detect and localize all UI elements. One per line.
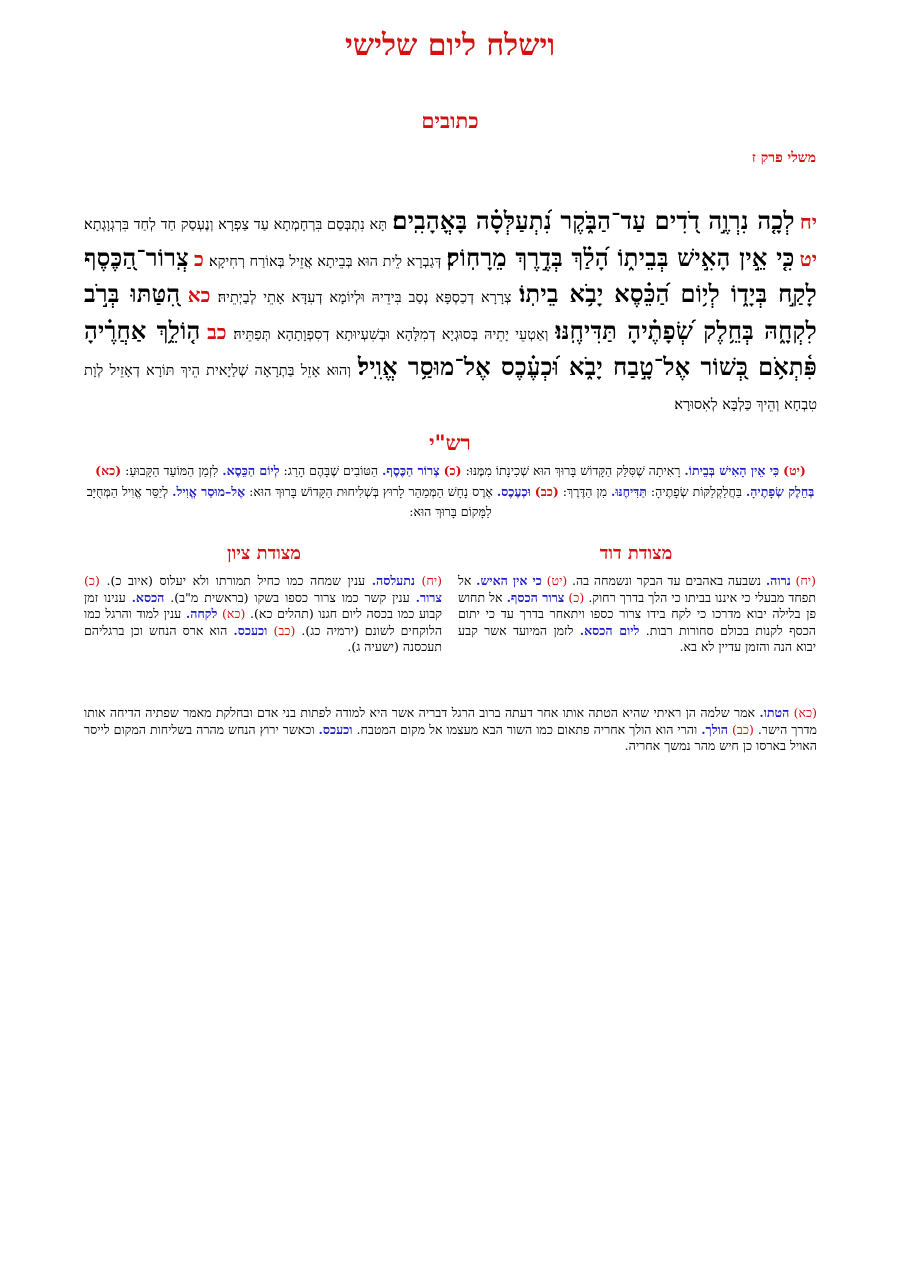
entry-ref: (כ): [443, 463, 462, 478]
entry-keyword: וכעכס.: [233, 622, 268, 638]
entry-ref: (יח): [421, 573, 442, 588]
entry-text: ענין למוד והרגל כמו הלוקחים לשונם (ירמיה כג).: [84, 606, 443, 638]
entry-ref: (כב): [534, 483, 559, 499]
rashi-entry: [466, 463, 806, 478]
entry-text: ענינו זמן קבוע כמו בכסה ליום חגנו (תהלים כא).: [84, 589, 442, 621]
entry-text: אמר שלמה הן ראיתי שהיא הטתה אותו אחר דעתה ברוב הרגל דבריה אשר היא למודה לפתות בני אדם ובחלקת מאמר שפתיה הדיחה אותו מדרך הישר.: [84, 705, 817, 737]
verse-aramaic: וְאַטְעֵי יָתֵיהּ בְּסוּגְיָא דְמִלָּהָא וּבְשִׁעְיוּתָא דְסִפְוָתָהָא תְּפַתֵּיהּ׃: [233, 326, 549, 343]
verse-18: [84, 206, 817, 235]
entry-keyword: בְּחֵלֶק שְׂפָתֶיהָ.: [745, 483, 815, 499]
entry-text: אֶרֶס נָחָשׁ הַמְּמַהֵר לָרוּץ בְּשְׁלִיחוּת הַקָּדוֹשׁ בָּרוּךְ הוּא:: [249, 483, 493, 499]
entry-text: וכאשר ירוץ הנחש מהרה בשליחות המקום לייסר האויל בארסו כן חיש מהר נמשך אחריה.: [84, 721, 817, 753]
chapter-heading: משלי פרק ז: [751, 150, 816, 166]
verse-hebrew: צְֽרוֹר־הַ֭כֶּסֶף לָקַ֣ח בְּיָד֑וֹ לְי֥וֹם הַ֝כֵּ֗סֶא יָבֹ֥א בֵיתֽוֹ׃: [84, 242, 817, 308]
entry-keyword: וּכְעֶכֶס.: [496, 483, 531, 499]
entry-text: ענין קשר כמו צרור כספו בשקו (בראשית מ"ב).: [170, 589, 410, 605]
entry-text: רָאִיתָה שֶׁסִּלֵּק הַקָּדוֹשׁ בָּרוּךְ הוּא שְׁכִינָתוֹ מִמֶּנּוּ:: [465, 463, 681, 478]
entry-keyword: צרור הכסף.: [506, 589, 565, 605]
entry-ref: (כא): [95, 463, 122, 478]
entry-text: לזמן המיועד אשר קבע יבוא הנה והזמן עדיין לא בא.: [458, 622, 816, 654]
entry-keyword: הולך.: [701, 721, 728, 737]
entry-keyword: נרוה.: [765, 573, 791, 588]
metzudat-david-commentary: [458, 573, 816, 656]
verse-hebrew: כִּ֤י אֵ֣ין הָאִ֣ישׁ בְּבֵית֑וֹ הָ֝לַ֗ךְ בְּדֶ֣רֶךְ מֵרָחֽוֹק׃: [446, 242, 795, 272]
entry-keyword: לקחה.: [185, 606, 218, 621]
entry-text: נשבעה באהבים עד הבקר ונשמחה בה.: [571, 573, 762, 588]
metzudat-zion-commentary: [84, 573, 442, 656]
section-title: כתובים: [421, 108, 479, 133]
entry-text: ענין שמחה כמו כחיל תמורתו ולא יעלוס (איוב כ).: [106, 573, 366, 588]
entry-keyword: כי אין האיש.: [476, 573, 542, 588]
david-entry: [357, 722, 754, 737]
entry-keyword: כִּי אֵין הָאִישׁ בְּבֵיתוֹ.: [684, 463, 780, 478]
page-title: וישלח ליום שלישי: [345, 28, 555, 63]
entry-text: הַטּוֹבִים שֶׁבָּהֶם הָרַג:: [283, 463, 379, 478]
verse-aramaic: צְרָרָא דְכַסְפָּא נְסַב בִּידֵיהּ וּלְיוֹמָא דְעִדָּא אָתֵי לְבַיְתֵיהּ׃: [217, 290, 512, 306]
entry-text: אל תפחד מבעלי כי איננו בביתו כי הלך בדרך רחוק.: [458, 573, 816, 605]
zion-entry: [106, 573, 442, 588]
verse-aramaic: דְּגַבְרָא לֵית הוּא בְּבֵיתָא אֲזֵיל בְּאוֹרַח רְחִיקָא׃: [208, 253, 442, 270]
entry-keyword: נתעלסה.: [371, 573, 415, 588]
verse-hebrew: לְכָ֤ה נִרְוֶ֣ה דֹ֭דִים עַד־הַבֹּ֑קֶר נִ֝תְעַלְּסָ֗ה בָּאֳהָבִֽים׃: [392, 206, 795, 235]
entry-text: מִן הַדֶּרֶךְ:: [562, 483, 607, 499]
rashi-entry: [125, 463, 279, 478]
entry-ref: (כ): [84, 573, 100, 588]
rashi-title: רש"י: [429, 430, 471, 455]
metzudat-david-continuation: [84, 705, 817, 755]
entry-ref: (כ): [568, 589, 585, 605]
metzudat-david-title: מצודת דוד: [599, 543, 673, 564]
entry-keyword: הכסא.: [131, 589, 165, 605]
entry-ref: (יט): [546, 573, 568, 588]
verse-number: כא: [187, 283, 211, 307]
entry-ref: (יט): [783, 463, 806, 478]
verse-hebrew: הִ֭טַּתּוּ בְּרֹ֣ב לִקְחָ֑הּ בְּחֵ֥לֶק שְׂ֝פָתֶ֗יהָ תַּדִּיחֶֽנּוּ׃: [84, 279, 817, 345]
entry-text: לִזְמַן הַמּוֹעֵד הַקָּבוּעַ:: [125, 463, 219, 478]
david-entry: [572, 573, 816, 588]
entry-ref: (יח): [795, 573, 816, 588]
entry-keyword: צרור.: [415, 589, 442, 605]
verse-number: יח: [799, 210, 817, 234]
rashi-commentary: [84, 461, 817, 523]
verse-aramaic: תָּא נִתְבְּסַם בִּרְחָמְתָא עַד צַפְרָא וְנֶעְסַק חַד לְחַד בִּרְגְוָגְתָא׃: [84, 217, 388, 233]
entry-text: והרי הוא הולך אחריה פתאום כמו השור הבא מעצמו אל מקום המטבח.: [356, 721, 698, 737]
rashi-entry: [284, 463, 462, 478]
rashi-entry: [563, 484, 647, 499]
rashi-entry: [249, 484, 559, 499]
entry-text: אל תחוש פן בלילה יבוא מדרכו כי לקח בידו צרור כספו ויתאחר בדרך עד כי יתום הכסף לקנות בכולם סחורות רבות.: [458, 589, 816, 638]
entry-keyword: וכעכס.: [318, 721, 353, 737]
verses-block: [84, 205, 817, 421]
verse-aramaic: וְהוּא אָזֵל בַּתְרָאָה שְׁלַיָאית הֵיךְ תּוֹרָא דְאָזֵיל לְוָת טִבְחָא וְהֵיךְ כַּלְבָּא לְאִסוּרָא׃: [84, 363, 817, 413]
entry-ref: (כב): [273, 622, 296, 638]
entry-keyword: צְרוֹר הַכֶּסֶף.: [382, 463, 440, 478]
verse-number: יט: [799, 246, 817, 271]
verse-19: [204, 242, 817, 272]
entry-keyword: אֶל–מוּסַר אֱוִיל.: [172, 483, 246, 499]
entry-text: הוא ארס הנחש וכן ברגליהם תעכסנה (ישעיה ג).: [84, 622, 442, 654]
verse-number: כ: [194, 246, 204, 271]
entry-text: בַּחֲלַקְלַקּוֹת שְׂפָתֶיהָ:: [650, 483, 742, 499]
entry-ref: (כא): [793, 705, 817, 720]
entry-keyword: תַּדִּיחֶנּוּ.: [610, 483, 647, 499]
entry-ref: (כב): [731, 721, 754, 737]
entry-ref: (כא): [221, 606, 246, 621]
verse-hebrew: ה֤וֹלֵ֥ךְ אַחֲרֶ֗יהָ פִּ֫תְאֹ֥ם כְּ֭שׁוֹר אֶל־טָ֣בַח יָבֹ֑א וּ֝כְעֶ֗כֶס אֶל־מוּסַ֥ר אֱוִֽיל׃: [84, 315, 817, 381]
metzudat-zion-title: מצודת ציון: [227, 543, 301, 564]
verse-number: כב: [207, 319, 227, 344]
entry-keyword: ליום הכסא.: [579, 622, 640, 638]
entry-keyword: לְיוֹם הַכֵּסֶא.: [222, 463, 280, 478]
entry-keyword: הטתו.: [759, 705, 790, 720]
entry-text: לְיַסֵּר אֱוִיל הַמְּחֻיָּב לַמָּקוֹם בָּרוּךְ הוּא:: [86, 483, 492, 519]
